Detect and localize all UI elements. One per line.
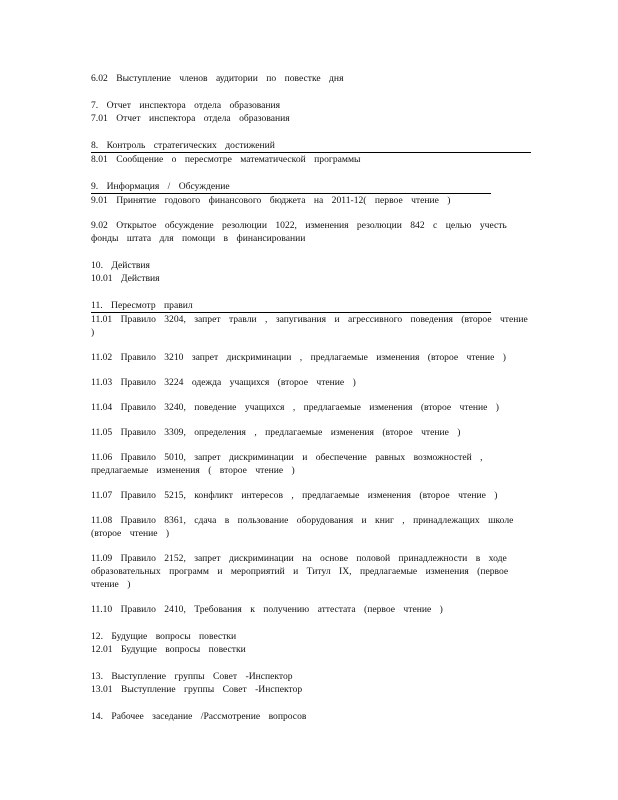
item-11-04: 11.04 Правило 3240, поведение учащихся , предлагаемые изменения (второе чтение ) [91, 402, 499, 413]
item-12-01: 12.01 Будущие вопросы повестки [91, 644, 246, 655]
heading-13: 13. Выступление группы Совет -Инспектор [91, 671, 293, 682]
item-6-02: 6.02 Выступление членов аудитории по повестке дня [91, 73, 344, 84]
section-11 [91, 299, 531, 616]
item-13-01: 13.01 Выступление группы Совет -Инспектор [91, 684, 303, 695]
item-11-01: 11.01 Правило 3204, запрет травли , запугивания и агрессивного поведения (второе чтение ) [91, 314, 528, 338]
item-8-01: 8.01 Сообщение о пересмотре математической программы [91, 154, 361, 165]
item-7-01: 7.01 Отчет инспектора отдела образования [91, 113, 290, 124]
item-11-06: 11.06 Правило 5010, запрет дискриминации и обеспечение равных возможностей , предлагаемые изменения ( второе чтение ) [91, 452, 483, 476]
item-11-08: 11.08 Правило 8361, сдача в пользование оборудования и книг , принадлежащих школе (второе чтение ) [91, 515, 514, 539]
item-9-02: 9.02 Открытое обсуждение резолюции 1022, изменения резолюции 842 с целью учесть фонды штата для помощи в финансировании [91, 220, 507, 244]
item-11-07: 11.07 Правило 5215, конфликт интересов , предлагаемые изменения (второе чтение ) [91, 490, 498, 501]
heading-12: 12. Будущие вопросы повестки [91, 631, 237, 642]
heading-11: 11. Пересмотр правил [91, 299, 491, 313]
heading-7: 7. Отчет инспектора отдела образования [91, 100, 281, 111]
item-11-02: 11.02 Правило 3210 запрет дискриминации , предлагаемые изменения (второе чтение ) [91, 352, 506, 363]
section-8 [91, 139, 531, 166]
document-page [91, 72, 531, 733]
item-11-05: 11.05 Правило 3309, определения , предлагаемые изменения (второе чтение ) [91, 427, 461, 438]
item-10-01: 10.01 Действия [91, 273, 160, 284]
section-13 [91, 670, 531, 696]
heading-8: 8. Контроль стратегических достижений [91, 139, 531, 153]
item-9-01: 9.01 Принятие годового финансового бюджета на 2011-12( первое чтение ) [91, 195, 451, 206]
heading-10: 10. Действия [91, 260, 150, 271]
item-11-09: 11.09 Правило 2152, запрет дискриминации на основе половой принадлежности в ходе образовательных программ и мероприятий и Титул IX, предлагаемые изменения (первое чтение ) [91, 553, 509, 590]
heading-14: 14. Рабочее заседание /Рассмотрение вопросов [91, 711, 307, 722]
section-7 [91, 99, 531, 125]
section-9 [91, 180, 531, 245]
section-10 [91, 259, 531, 285]
item-11-03: 11.03 Правило 3224 одежда учащихся (второе чтение ) [91, 377, 356, 388]
heading-9: 9. Информация / Обсуждение [91, 180, 491, 194]
section-14 [91, 710, 531, 723]
section-6 [91, 72, 531, 85]
section-12 [91, 630, 531, 656]
item-11-10: 11.10 Правило 2410, Требования к получению аттестата (первое чтение ) [91, 604, 443, 615]
